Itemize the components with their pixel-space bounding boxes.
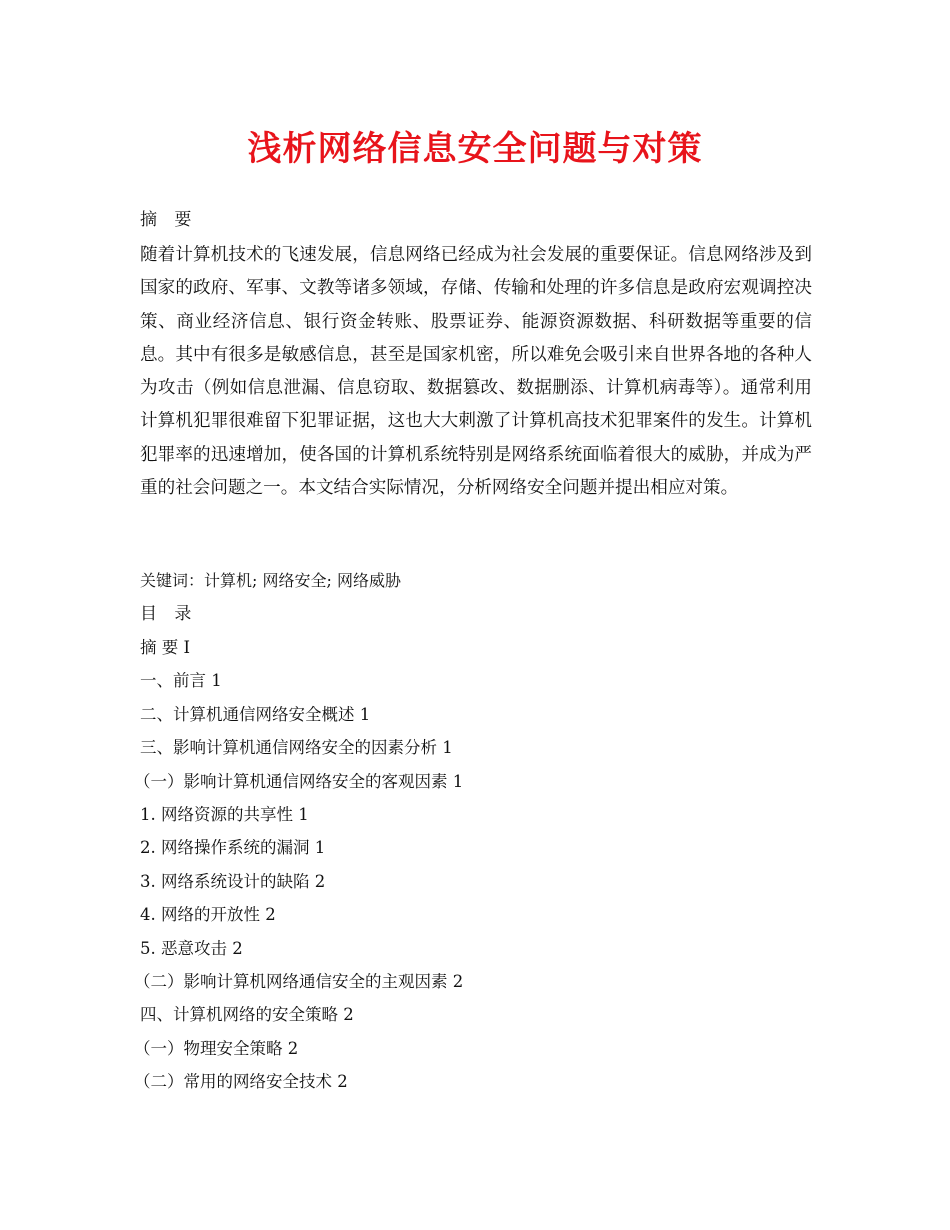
page-title: 浅析网络信息安全问题与对策 (247, 129, 703, 169)
toc-item: （一）物理安全策略 2 (134, 1038, 299, 1058)
keywords-line: 关键词：计算机; 网络安全; 网络威胁 (140, 571, 401, 590)
toc-item: （二）影响计算机网络通信安全的主观因素 2 (134, 971, 464, 991)
toc-item: 三、影响计算机通信网络安全的因素分析 1 (140, 738, 453, 758)
toc-item: 二、计算机通信网络安全概述 1 (140, 704, 371, 724)
toc-item: 四、计算机网络的安全策略 2 (140, 1005, 354, 1025)
toc-item: （一）影响计算机通信网络安全的客观因素 1 (134, 771, 464, 791)
toc-item: 3. 网络系统设计的缺陷 2 (140, 871, 326, 891)
toc-item: 一、前言 1 (140, 671, 222, 691)
toc-heading: 目 录 (140, 604, 198, 624)
abstract-heading: 摘 要 (140, 210, 198, 230)
toc-item: 摘 要 I (140, 638, 191, 657)
toc-item: 4. 网络的开放性 2 (140, 905, 276, 925)
toc-item: （二）常用的网络安全技术 2 (134, 1072, 348, 1092)
toc-item: 2. 网络操作系统的漏洞 1 (140, 838, 326, 858)
toc-item: 1. 网络资源的共享性 1 (140, 804, 309, 824)
toc-item: 5. 恶意攻击 2 (140, 938, 243, 958)
abstract-body: 随着计算机技术的飞速发展，信息网络已经成为社会发展的重要保证。信息网络涉及到国家的政府、军事、文教等诸多领域，存储、传输和处理的许多信息是政府宏观调控决策、商业经济信息、银行资金转账、股票证券、能源资源数据、科研数据等重要的信息。其中有很多是敏感信息，甚至是国家机密，所以难免会吸引来自世界各地的各种人为攻击（例如信息泄漏、信息窃取、数据篡改、数据删添、计算机病毒等）。通常利用计算机犯罪很难留下犯罪证据，这也大大刺激了计算机高技术犯罪案件的发生。计算机犯罪率的迅速增加，使各国的计算机系统特别是网络系统面临着很大的威胁，并成为严重的社会问题之一。本文结合实际情况，分析网络安全问题并提出相应对策。 (140, 245, 812, 499)
table-of-contents (134, 633, 464, 1100)
